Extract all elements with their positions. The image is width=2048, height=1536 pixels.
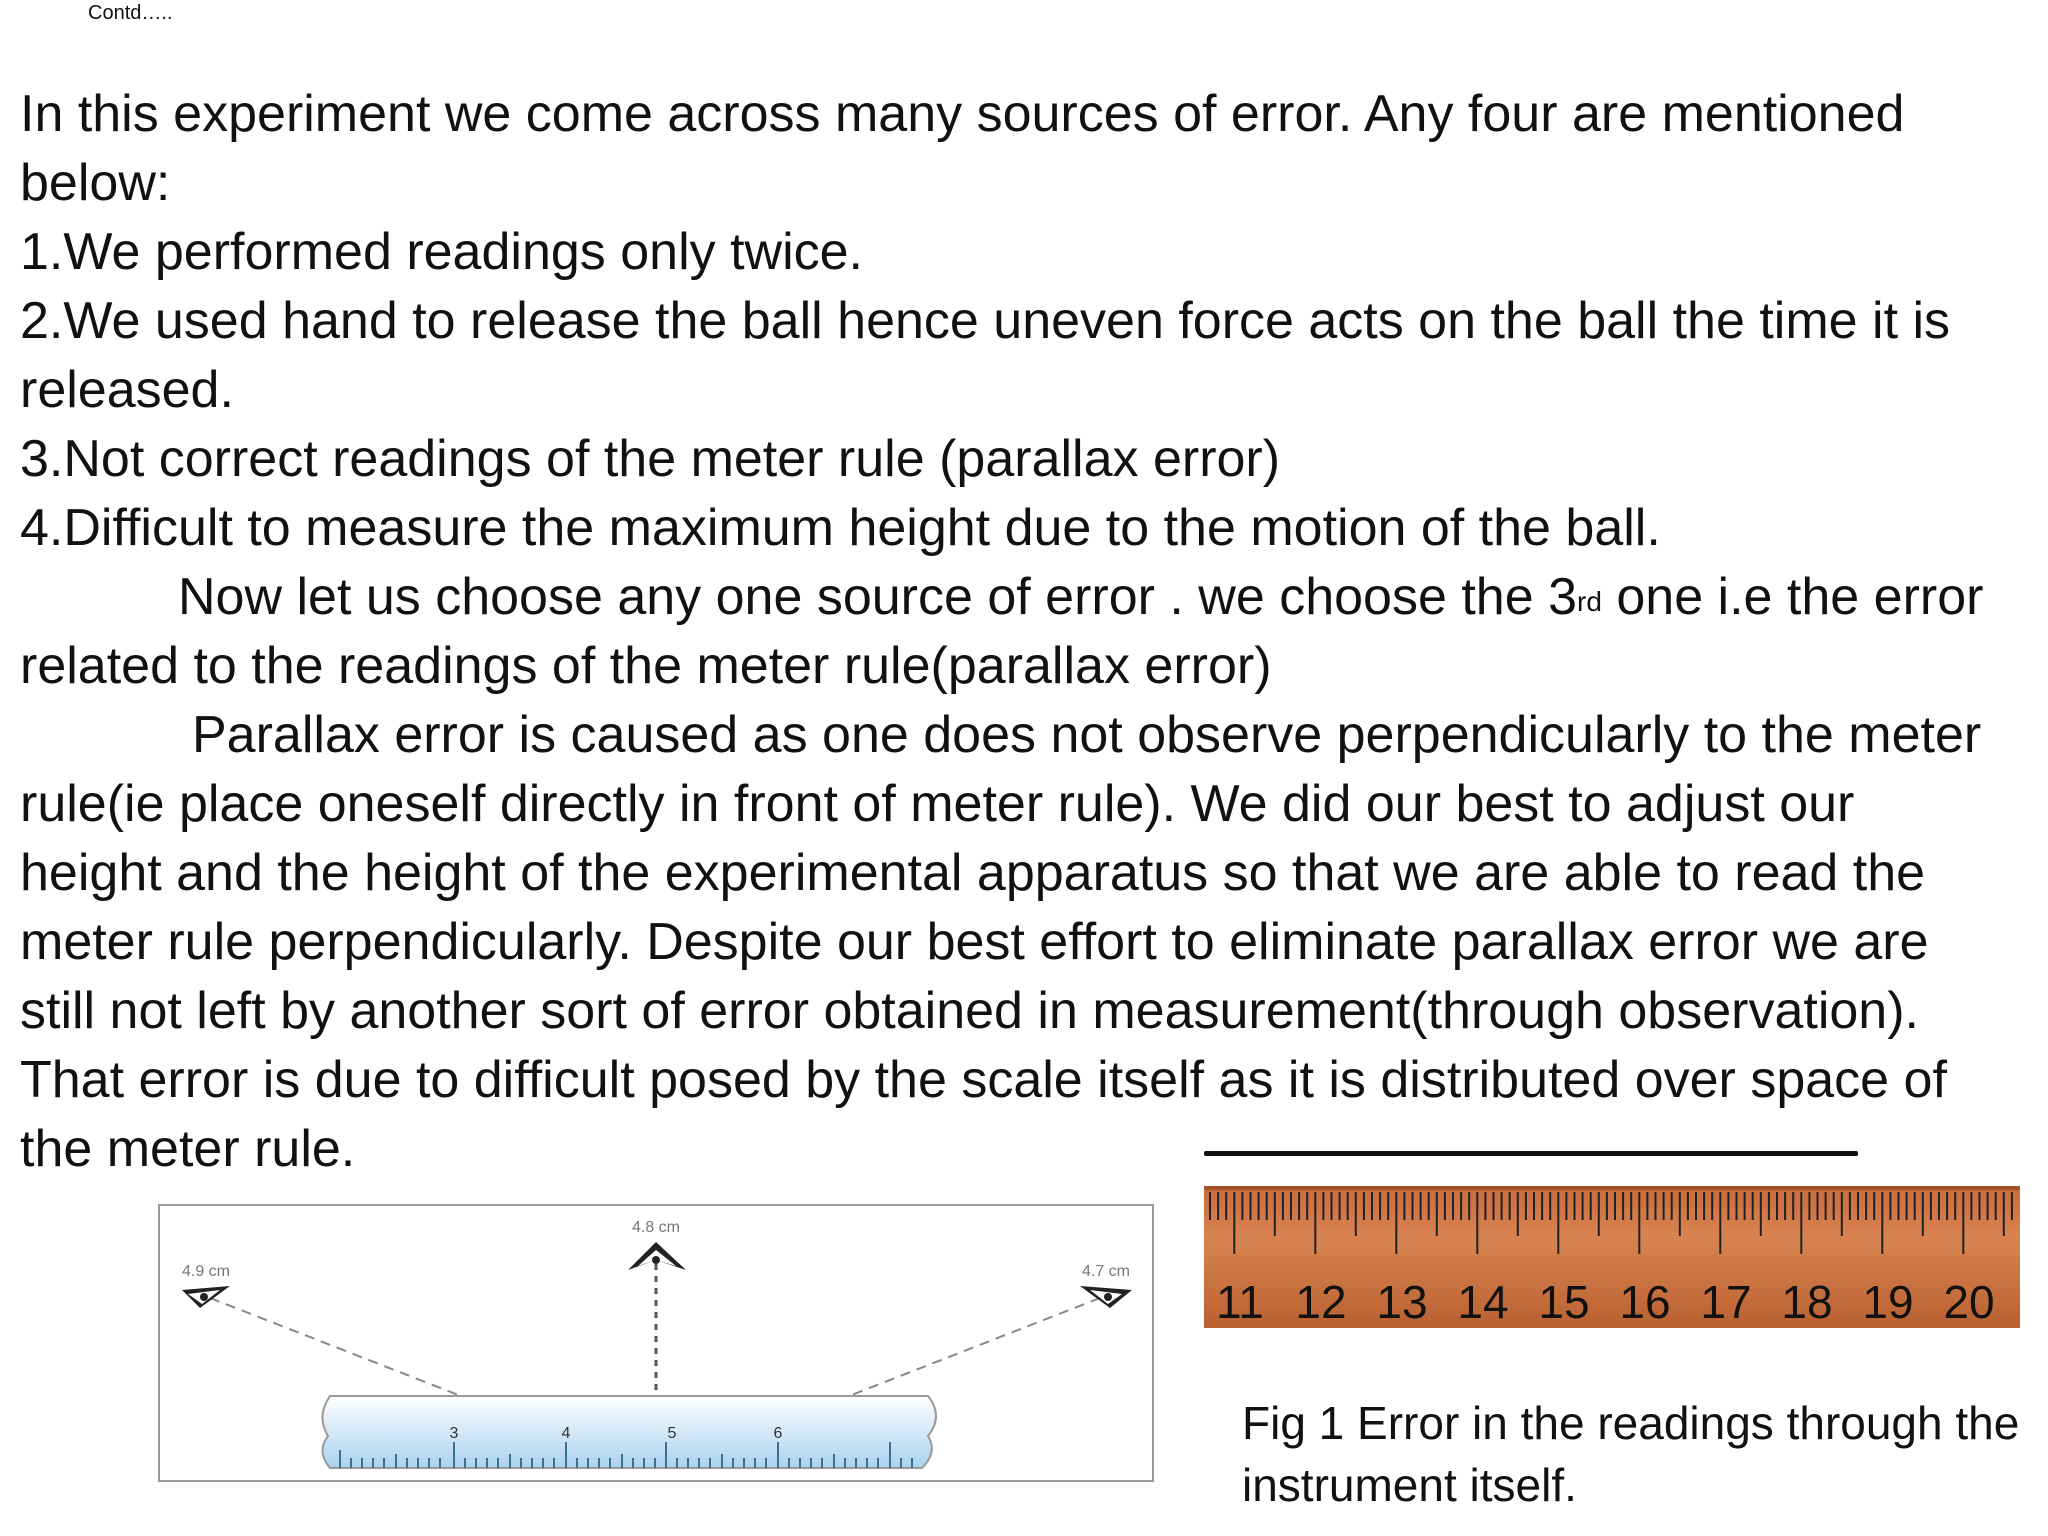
ruler-number: 16 (1619, 1276, 1671, 1328)
parallax-diagram-svg (160, 1206, 1152, 1480)
ruler-number: 13 (1376, 1276, 1428, 1328)
eye-icon (1080, 1286, 1132, 1308)
horizontal-rule (1204, 1151, 1858, 1156)
ruler-number: 19 (1862, 1276, 1914, 1328)
error-item-1: 1.We performed readings only twice. (20, 223, 863, 281)
error-item-3: 3.Not correct readings of the meter rule (parallax error) (20, 430, 1281, 488)
paragraph-parallax-line6: That error is due to difficult posed by the scale itself as it is distributed over space of (20, 1051, 1947, 1109)
body-text (20, 80, 2040, 1184)
choose-text-post: one i.e the error (1601, 568, 1984, 626)
paragraph-parallax-line3: height and the height of the experimental apparatus so that we are able to read the (20, 844, 1926, 902)
ruler-image (1204, 1186, 2020, 1328)
ruler-number: 18 (1781, 1276, 1833, 1328)
label-right-reading: 4.7 cm (1081, 1263, 1131, 1280)
paragraph-choose-line1 (20, 563, 2040, 632)
paragraph-parallax-line7: the meter rule. (20, 1120, 356, 1178)
error-item-4: 4.Difficult to measure the maximum height due to the motion of the ball. (20, 499, 1661, 557)
error-item-2-line2: released. (20, 361, 234, 419)
caption-line1: Fig 1 Error in the readings through the (1242, 1397, 2020, 1449)
eye-icon (182, 1286, 230, 1308)
parallax-diagram (158, 1204, 1154, 1482)
ruler-number: 20 (1943, 1276, 1995, 1328)
paragraph-intro-line1: In this experiment we come across many sources of error. Any four are mentioned (20, 85, 1905, 143)
figure-caption (1242, 1392, 2042, 1516)
ordinal-suffix: rd (1577, 586, 1602, 617)
scale-number: 6 (773, 1425, 783, 1442)
error-item-2-line1: 2.We used hand to release the ball hence uneven force acts on the ball the time it is (20, 292, 1951, 350)
ruler-number: 15 (1538, 1276, 1590, 1328)
scale-number: 5 (667, 1425, 677, 1442)
ruler-number: 14 (1457, 1276, 1509, 1328)
paragraph-parallax-line1: Parallax error is caused as one does not observe perpendicularly to the meter (192, 706, 1982, 764)
ruler-svg (1204, 1186, 2020, 1328)
label-left-reading: 4.9 cm (181, 1263, 231, 1280)
ruler-number: 11 (1216, 1276, 1264, 1328)
caption-line2: instrument itself. (1242, 1459, 1577, 1511)
label-center-reading: 4.8 cm (631, 1219, 681, 1236)
paragraph-parallax-line2: rule(ie place oneself directly in front of meter rule). We did our best to adjust our (20, 775, 1855, 833)
scale-number: 3 (449, 1425, 459, 1442)
choose-text-pre: Now let us choose any one source of error . we choose the 3 (178, 568, 1577, 626)
ruler-number: 17 (1700, 1276, 1752, 1328)
paragraph-parallax-line5: still not left by another sort of error obtained in measurement(through observation). (20, 982, 1919, 1040)
paragraph-intro-line2: below: (20, 154, 171, 212)
paragraph-choose-line2: related to the readings of the meter rule(parallax error) (20, 637, 1272, 695)
paragraph-parallax-line4: meter rule perpendicularly. Despite our best effort to eliminate parallax error we are (20, 913, 1929, 971)
scale-number: 4 (561, 1425, 571, 1442)
ruler-number: 12 (1295, 1276, 1347, 1328)
ruler-shape (322, 1396, 936, 1468)
contd-label: Contd….. (88, 2, 173, 24)
